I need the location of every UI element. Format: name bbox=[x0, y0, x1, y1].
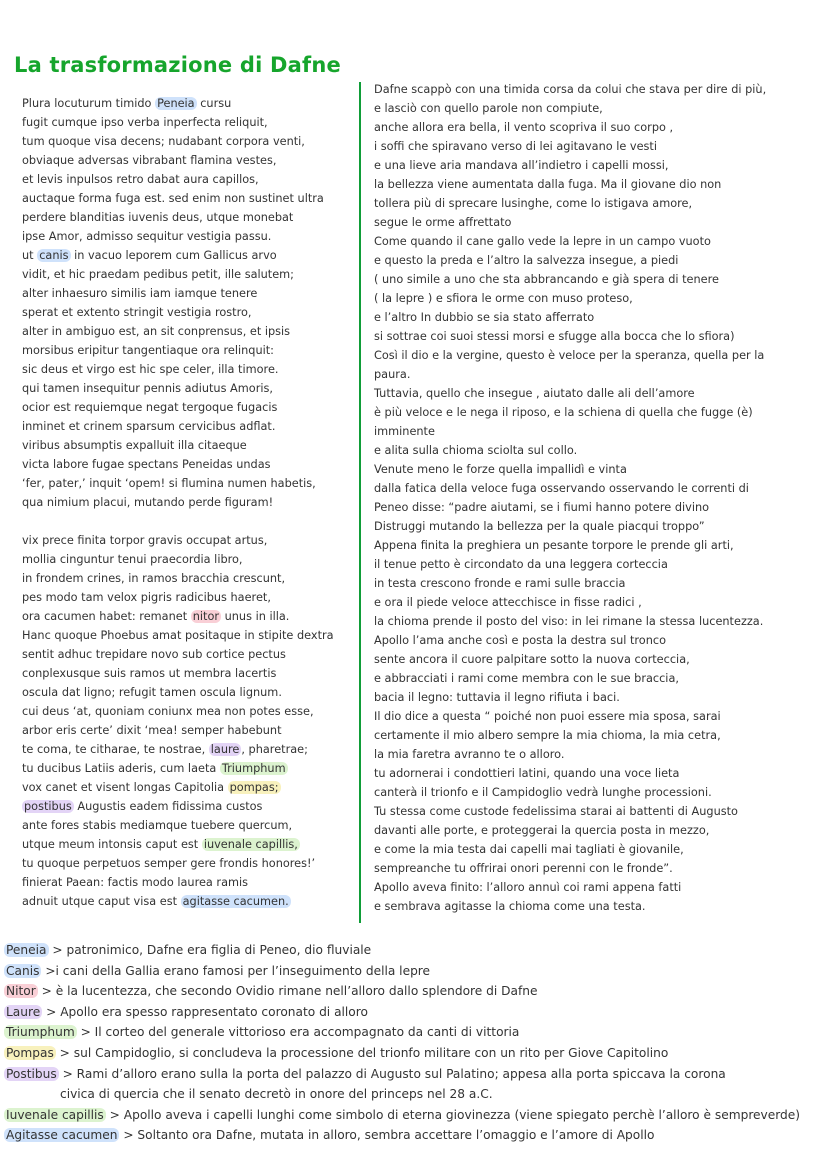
italian-line: tu adornerai i condottieri latini, quando una voce lieta bbox=[374, 767, 680, 780]
latin-text: vox canet et visent longas Capitolia bbox=[22, 781, 228, 794]
latin-text: ocior est requiemque negat tergoque fugacis bbox=[22, 401, 278, 414]
italian-line: canterà il trionfo e il Campidoglio vedrà lunghe processioni. bbox=[374, 786, 712, 799]
latin-text: ‘fer, pater,’ inquit ‘opem! si flumina numen habetis, bbox=[22, 477, 316, 490]
latin-line bbox=[22, 284, 367, 303]
note-text: >i cani della Gallia erano famosi per l’inseguimento della lepre bbox=[41, 963, 431, 978]
note-term: Triumphum bbox=[6, 1025, 75, 1040]
highlighted-term: Triumphum bbox=[221, 762, 286, 775]
latin-text: utque meum intonsis caput est bbox=[22, 838, 202, 851]
latin-text: in vacuo leporem cum Gallicus arvo bbox=[70, 249, 277, 262]
note-text: > Soltanto ora Dafne, mutata in alloro, sembra accettare l’omaggio e l’amore di Apollo bbox=[119, 1128, 655, 1143]
italian-line: e l’altro In dubbio se sia stato afferrato bbox=[374, 311, 595, 324]
latin-text: vix prece finita torpor gravis occupat artus, bbox=[22, 534, 268, 547]
highlighted-term: postibus bbox=[24, 800, 72, 813]
latin-line bbox=[22, 474, 367, 493]
highlighted-term: pompas; bbox=[229, 781, 279, 794]
italian-line: Venute meno le forze quella impallidì e vinta bbox=[374, 463, 627, 476]
note-item bbox=[4, 1022, 824, 1043]
latin-line bbox=[22, 208, 367, 227]
italian-line: si sottrae coi suoi stessi morsi e sfugge alla bocca che lo sfiora) bbox=[374, 330, 735, 343]
latin-text: unus in illa. bbox=[221, 610, 290, 623]
italian-line: e una lieve aria mandava all’indietro i capelli mossi, bbox=[374, 159, 669, 172]
latin-line bbox=[22, 797, 367, 816]
stanza-gap bbox=[22, 512, 367, 531]
note-text: > Il corteo del generale vittorioso era accompagnato da canti di vittoria bbox=[76, 1025, 520, 1040]
note-term: Canis bbox=[6, 963, 40, 978]
latin-line bbox=[22, 113, 367, 132]
note-item bbox=[4, 1105, 824, 1126]
latin-text: sentit adhuc trepidare novo sub cortice pectus bbox=[22, 648, 286, 661]
latin-text: qua nimium placui, mutando perde figuram! bbox=[22, 496, 274, 509]
note-text: > è la lucentezza, che secondo Ovidio rimane nell’alloro dallo splendore di Dafne bbox=[37, 984, 538, 999]
italian-line: sente ancora il cuore palpitare sotto la nuova corteccia, bbox=[374, 653, 690, 666]
latin-line bbox=[22, 436, 367, 455]
highlighted-term: iuvenale capillis, bbox=[203, 838, 298, 851]
latin-text: et levis inpulsos retro dabat aura capillos, bbox=[22, 173, 259, 186]
note-term: Peneia bbox=[6, 943, 47, 957]
italian-line: Peneo disse: “padre aiutami, se i fiumi hanno potere divino bbox=[374, 501, 710, 514]
highlighted-term: laure bbox=[210, 743, 240, 756]
notes-section bbox=[4, 940, 824, 1146]
latin-text: ante fores stabis mediamque tuebere quercum, bbox=[22, 819, 293, 832]
latin-text: adnuit utque caput visa est bbox=[22, 895, 181, 908]
latin-text: ora cacumen habet: remanet bbox=[22, 610, 191, 623]
note-text: civica di quercia che il senato decretò in onore del princeps nel 28 a.C. bbox=[60, 1087, 493, 1102]
latin-text: sperat et extento stringit vestigia rostro, bbox=[22, 306, 252, 319]
latin-text: vidit, et hic praedam pedibus petit, ille salutem; bbox=[22, 268, 294, 281]
latin-line bbox=[22, 626, 367, 645]
note-item bbox=[4, 1064, 824, 1085]
note-term: Iuvenale capillis bbox=[6, 1107, 104, 1122]
latin-text: in frondem crines, in ramos bracchia crescunt, bbox=[22, 572, 286, 585]
latin-line bbox=[22, 645, 367, 664]
italian-line: la mia faretra avranno te o alloro. bbox=[374, 748, 565, 761]
latin-text: inminet et crinem sparsum cervicibus adflat. bbox=[22, 420, 276, 433]
italian-line: sempreanche tu offrirai onori perenni con le fronde”. bbox=[374, 862, 673, 875]
italian-line: segue le orme affrettato bbox=[374, 216, 512, 229]
latin-line bbox=[22, 303, 367, 322]
latin-line bbox=[22, 759, 367, 778]
latin-text: perdere blanditias iuvenis deus, utque monebat bbox=[22, 211, 294, 224]
latin-text: fugit cumque ipso verba inperfecta reliquit, bbox=[22, 116, 268, 129]
italian-line: ( uno simile a uno che sta abbrancando e già spera di tenere bbox=[374, 273, 719, 286]
italian-line: Tuttavia, quello che insegue , aiutato dalle ali dell’amore bbox=[374, 387, 695, 400]
highlighted-term: canis bbox=[39, 249, 69, 262]
page-title: La trasformazione di Dafne bbox=[14, 53, 341, 77]
italian-line: i soffi che spiravano verso di lei agitavano le vesti bbox=[374, 140, 657, 153]
italian-line: in testa crescono fronde e rami sulle braccia bbox=[374, 577, 626, 590]
latin-text: mollia cinguntur tenui praecordia libro, bbox=[22, 553, 243, 566]
italian-line: e lasciò con quello parole non compiute, bbox=[374, 102, 603, 115]
italian-line: Appena finita la preghiera un pesante torpore le prende gli arti, bbox=[374, 539, 734, 552]
latin-line bbox=[22, 227, 367, 246]
latin-text: auctaque forma fuga est. sed enim non sustinet ultra bbox=[22, 192, 324, 205]
italian-line: la bellezza viene aumentata dalla fuga. Ma il giovane dio non bbox=[374, 178, 722, 191]
latin-text: Hanc quoque Phoebus amat positaque in stipite dextra bbox=[22, 629, 334, 642]
italian-line: dalla fatica della veloce fuga osservando osservando le correnti di bbox=[374, 482, 749, 495]
italian-line: certamente il mio albero sempre la mia chioma, la mia cetra, bbox=[374, 729, 721, 742]
latin-line bbox=[22, 721, 367, 740]
italian-translation-column bbox=[374, 80, 819, 916]
latin-text: alter in ambiguo est, an sit conprensus, et ipsis bbox=[22, 325, 291, 338]
note-text: > patronimico, Dafne era figlia di Peneo, dio fluviale bbox=[48, 943, 372, 957]
latin-text: victa labore fugae spectans Peneidas undas bbox=[22, 458, 271, 471]
note-term: Laure bbox=[6, 1004, 41, 1019]
note-item bbox=[4, 1084, 824, 1105]
latin-line bbox=[22, 189, 367, 208]
highlighted-term: Peneia bbox=[157, 97, 195, 110]
latin-text: Plura locuturum timido bbox=[22, 97, 156, 110]
italian-line: paura. bbox=[374, 368, 411, 381]
latin-line bbox=[22, 778, 367, 797]
note-text: > Rami d’alloro erano sulla la porta del palazzo di Augusto sul Palatino; appesa alla porta spiccava la corona bbox=[58, 1066, 726, 1081]
latin-line bbox=[22, 398, 367, 417]
highlighted-term: agitasse cacumen. bbox=[182, 895, 289, 908]
latin-line bbox=[22, 740, 367, 759]
latin-text: qui tamen insequitur pennis adiutus Amoris, bbox=[22, 382, 273, 395]
italian-line: la chioma prende il posto del viso: in lei rimane la stessa lucentezza. bbox=[374, 615, 764, 628]
italian-line: Tu stessa come custode fedelissima starai ai battenti di Augusto bbox=[374, 805, 738, 818]
note-item bbox=[4, 1002, 824, 1023]
latin-line bbox=[22, 873, 367, 892]
latin-text: te coma, te citharae, te nostrae, bbox=[22, 743, 209, 756]
latin-line bbox=[22, 151, 367, 170]
italian-line: e come la mia testa dai capelli mai tagliati è giovanile, bbox=[374, 843, 684, 856]
latin-line bbox=[22, 835, 367, 854]
note-item bbox=[4, 961, 824, 982]
note-term: Pompas bbox=[6, 1045, 54, 1060]
note-item bbox=[4, 1125, 824, 1146]
note-term: Agitasse cacumen bbox=[6, 1128, 118, 1143]
latin-line bbox=[22, 265, 367, 284]
latin-line bbox=[22, 569, 367, 588]
latin-text: oscula dat ligno; refugit tamen oscula lignum. bbox=[22, 686, 282, 699]
latin-line bbox=[22, 588, 367, 607]
latin-line bbox=[22, 607, 367, 626]
note-term: Postibus bbox=[6, 1066, 57, 1081]
latin-line bbox=[22, 816, 367, 835]
latin-line bbox=[22, 683, 367, 702]
latin-line bbox=[22, 664, 367, 683]
latin-text: pes modo tam velox pigris radicibus haeret, bbox=[22, 591, 271, 604]
latin-line bbox=[22, 417, 367, 436]
italian-line: bacia il legno: tuttavia il legno rifiuta i baci. bbox=[374, 691, 620, 704]
latin-text: arbor eris certe’ dixit ‘mea! semper habebunt bbox=[22, 724, 282, 737]
latin-line bbox=[22, 246, 367, 265]
latin-text: Augustis eadem fidissima custos bbox=[73, 800, 263, 813]
italian-line: e ora il piede veloce attecchisce in fisse radici , bbox=[374, 596, 642, 609]
italian-line: imminente bbox=[374, 425, 435, 438]
note-item bbox=[4, 1043, 824, 1064]
latin-line bbox=[22, 322, 367, 341]
latin-line bbox=[22, 493, 367, 512]
italian-line: anche allora era bella, il vento scopriva il suo corpo , bbox=[374, 121, 674, 134]
latin-line bbox=[22, 170, 367, 189]
italian-line: Apollo aveva finito: l’alloro annuì coi rami appena fatti bbox=[374, 881, 682, 894]
highlighted-term: nitor bbox=[192, 610, 220, 623]
italian-line: il tenue petto è circondato da una leggera corteccia bbox=[374, 558, 668, 571]
note-item bbox=[4, 981, 824, 1002]
italian-line: tollera più di sprecare lusinghe, come lo istigava amore, bbox=[374, 197, 693, 210]
latin-line bbox=[22, 455, 367, 474]
latin-line bbox=[22, 702, 367, 721]
italian-line: e alita sulla chioma sciolta sul collo. bbox=[374, 444, 578, 457]
italian-line: è più veloce e le nega il riposo, e la schiena di quella che fugge (è) bbox=[374, 406, 753, 419]
note-item bbox=[4, 940, 824, 961]
column-divider bbox=[359, 82, 361, 923]
latin-stanza-2 bbox=[22, 531, 367, 911]
italian-line: Apollo l’ama anche così e posta la destra sul tronco bbox=[374, 634, 666, 647]
italian-line: Il dio dice a questa “ poiché non puoi essere mia sposa, sarai bbox=[374, 710, 721, 723]
latin-line bbox=[22, 360, 367, 379]
latin-text: cursu bbox=[196, 97, 232, 110]
italian-line: davanti alle porte, e proteggerai la quercia posta in mezzo, bbox=[374, 824, 710, 837]
latin-text: tu ducibus Latiis aderis, cum laeta bbox=[22, 762, 220, 775]
italian-line: e questo la preda e l’altro la salvezza insegue, a piedi bbox=[374, 254, 679, 267]
latin-text: ipse Amor, admisso sequitur vestigia passu. bbox=[22, 230, 272, 243]
italian-line: Così il dio e la vergine, questo è veloce per la speranza, quella per la bbox=[374, 349, 765, 362]
italian-line: Distruggi mutando la bellezza per la quale piacqui troppo” bbox=[374, 520, 705, 533]
latin-line bbox=[22, 854, 367, 873]
latin-line bbox=[22, 531, 367, 550]
italian-line: Dafne scappò con una timida corsa da colui che stava per dire di più, bbox=[374, 83, 767, 96]
italian-line: ( la lepre ) e sfiora le orme con muso proteso, bbox=[374, 292, 633, 305]
latin-text: finierat Paean: factis modo laurea ramis bbox=[22, 876, 249, 889]
latin-line bbox=[22, 132, 367, 151]
note-text: > Apollo era spesso rappresentato coronato di alloro bbox=[42, 1004, 368, 1019]
latin-text: cui deus ‘at, quoniam coniunx mea non potes esse, bbox=[22, 705, 314, 718]
latin-text: ut bbox=[22, 249, 38, 262]
note-text: > Apollo aveva i capelli lunghi come simbolo di eterna giovinezza (viene spiegato perchè l’alloro è sempreverde) bbox=[105, 1107, 801, 1122]
latin-line bbox=[22, 94, 367, 113]
latin-text: , pharetrae; bbox=[241, 743, 308, 756]
note-text: > sul Campidoglio, si concludeva la processione del trionfo militare con un rito per Giove Capitolino bbox=[55, 1045, 669, 1060]
latin-line bbox=[22, 341, 367, 360]
latin-text: obviaque adversas vibrabant flamina vestes, bbox=[22, 154, 277, 167]
latin-text: conplexusque suis ramos ut membra lacertis bbox=[22, 667, 277, 680]
italian-line: Come quando il cane gallo vede la lepre in un campo vuoto bbox=[374, 235, 711, 248]
latin-text-column bbox=[22, 94, 367, 911]
italian-line: e sembrava agitasse la chioma come una testa. bbox=[374, 900, 646, 913]
latin-text: tum quoque visa decens; nudabant corpora venti, bbox=[22, 135, 305, 148]
latin-text: morsibus eripitur tangentiaque ora relinquit: bbox=[22, 344, 274, 357]
latin-text: tu quoque perpetuos semper gere frondis honores!’ bbox=[22, 857, 316, 870]
latin-line bbox=[22, 550, 367, 569]
italian-line: e abbracciati i rami come membra con le sue braccia, bbox=[374, 672, 679, 685]
note-term: Nitor bbox=[6, 984, 36, 999]
latin-text: viribus absumptis expalluit illa citaeque bbox=[22, 439, 247, 452]
latin-line bbox=[22, 379, 367, 398]
latin-text: alter inhaesuro similis iam iamque tenere bbox=[22, 287, 258, 300]
latin-line bbox=[22, 892, 367, 911]
latin-text: sic deus et virgo est hic spe celer, illa timore. bbox=[22, 363, 279, 376]
latin-stanza-1 bbox=[22, 94, 367, 512]
